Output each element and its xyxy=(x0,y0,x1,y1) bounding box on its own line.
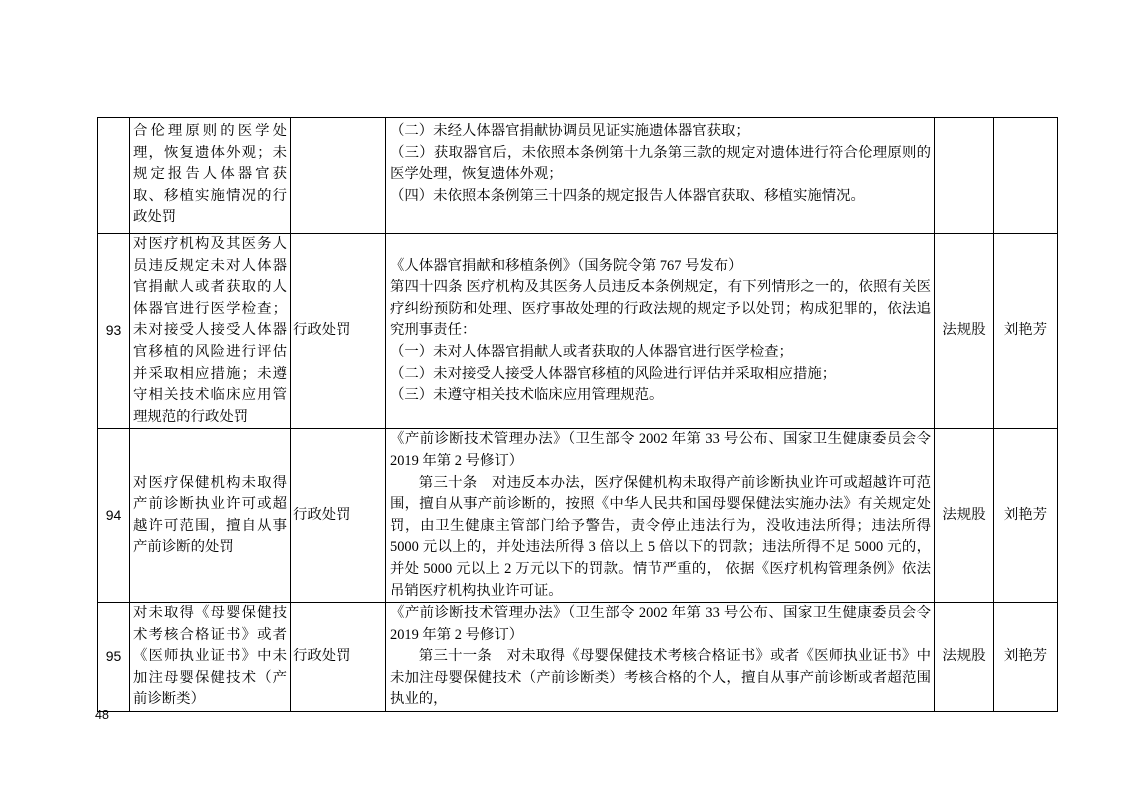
basis-cell xyxy=(386,429,935,603)
person-cell xyxy=(994,118,1058,234)
basis-paragraph: 第三十条 对违反本办法，医疗保健机构未取得产前诊断执业许可或超越许可范围，擅自从事产前诊断的，按照《中华人民共和国母婴保健法实施办法》有关规定处罚，由卫生健康主管部门给予警告，责令停止违法行为，没收违法所得；违法所得 5000 元以上的，并处违法所得 3 倍以上 5 倍以下的罚款；违法所得不足 5000 元的，并处 5000 元以上 2 万元以下的罚款。情节严重的， 依据《医疗机构管理条例》依法吊销医疗机构执业许可证。 xyxy=(390,474,931,599)
basis-cell xyxy=(386,603,935,712)
department-cell: 法规股 xyxy=(935,603,994,712)
item-cell xyxy=(130,429,291,603)
no-cell: 94 xyxy=(98,429,130,603)
table-row xyxy=(98,429,1058,603)
basis-paragraph: 《产前诊断技术管理办法》（卫生部令 2002 年第 33 号公布、国家卫生健康委员会令 2019 年第 2 号修订） xyxy=(390,605,931,643)
penalty-type-cell xyxy=(291,118,386,234)
basis-paragraph: 《人体器官捐献和移植条例》（国务院令第 767 号发布） xyxy=(390,257,743,274)
basis-paragraph: 《产前诊断技术管理办法》（卫生部令 2002 年第 33 号公布、国家卫生健康委员会令 2019 年第 2 号修订） xyxy=(390,431,931,469)
item-text: 对医疗保健机构未取得产前诊断执业许可或超越许可范围，擅自从事产前诊断的处罚 xyxy=(133,474,287,556)
basis-cell xyxy=(386,234,935,429)
penalty-type-cell: 行政处罚 xyxy=(291,429,386,603)
page-number: 48 xyxy=(95,708,109,722)
department-cell: 法规股 xyxy=(935,234,994,429)
person-cell: 刘艳芳 xyxy=(994,429,1058,603)
basis-paragraph: 第三十一条 对未取得《母婴保健技术考核合格证书》或者《医师执业证书》中未加注母婴保健技术（产前诊断类）考核合格的个人，擅自从事产前诊断或者超范围执业的， xyxy=(390,648,931,708)
item-cell xyxy=(130,603,291,712)
table-row xyxy=(98,234,1058,429)
basis-paragraph: （三）未遵守相关技术临床应用管理规范。 xyxy=(390,387,664,404)
basis-paragraph: （四）未依照本条例第三十四条的规定报告人体器官获取、移植实施情况。 xyxy=(390,187,865,204)
basis-paragraph: （一）未对人体器官捐献人或者获取的人体器官进行医学检查； xyxy=(390,343,793,360)
item-text: 对未取得《母婴保健技术考核合格证书》或者《医师执业证书》中未加注母婴保健技术（产前诊断类） xyxy=(133,605,287,708)
basis-paragraph: （三）获取器官后，未依照本条例第十九条第三款的规定对遗体进行符合伦理原则的医学处理，恢复遗体外观； xyxy=(390,144,931,183)
department-cell: 法规股 xyxy=(935,429,994,603)
penalty-type-cell: 行政处罚 xyxy=(291,603,386,712)
basis-cell xyxy=(386,118,935,234)
person-cell: 刘艳芳 xyxy=(994,234,1058,429)
person-cell: 刘艳芳 xyxy=(994,603,1058,712)
table-row xyxy=(98,118,1058,234)
basis-paragraph: 第四十四条 医疗机构及其医务人员违反本条例规定，有下列情形之一的，依照有关医疗纠纷预防和处理、医疗事故处理的行政法规的规定予以处罚；构成犯罪的，依法追究刑事责任： xyxy=(390,279,931,339)
penalty-table xyxy=(97,117,1058,712)
no-cell: 95 xyxy=(98,603,130,712)
table-row xyxy=(98,603,1058,712)
item-cell xyxy=(130,234,291,429)
no-cell: 93 xyxy=(98,234,130,429)
basis-paragraph: （二）未对接受人接受人体器官移植的风险进行评估并采取相应措施； xyxy=(390,365,837,382)
no-cell xyxy=(98,118,130,234)
department-cell xyxy=(935,118,994,234)
basis-paragraph: （二）未经人体器官捐献协调员见证实施遗体器官获取； xyxy=(390,123,750,139)
item-cell xyxy=(130,118,291,234)
penalty-type-cell: 行政处罚 xyxy=(291,234,386,429)
item-text: 对医疗机构及其医务人员违反规定未对人体器官捐献人或者获取的人体器官进行医学检查；未对接受人接受人体器官移植的风险进行评估并采取相应措施；未遵守相关技术临床应用管理规范的行政处罚 xyxy=(133,236,287,425)
item-text: 合伦理原则的医学处理，恢复遗体外观；未规定报告人体器官获取、移植实施情况的行政处罚 xyxy=(133,123,287,226)
